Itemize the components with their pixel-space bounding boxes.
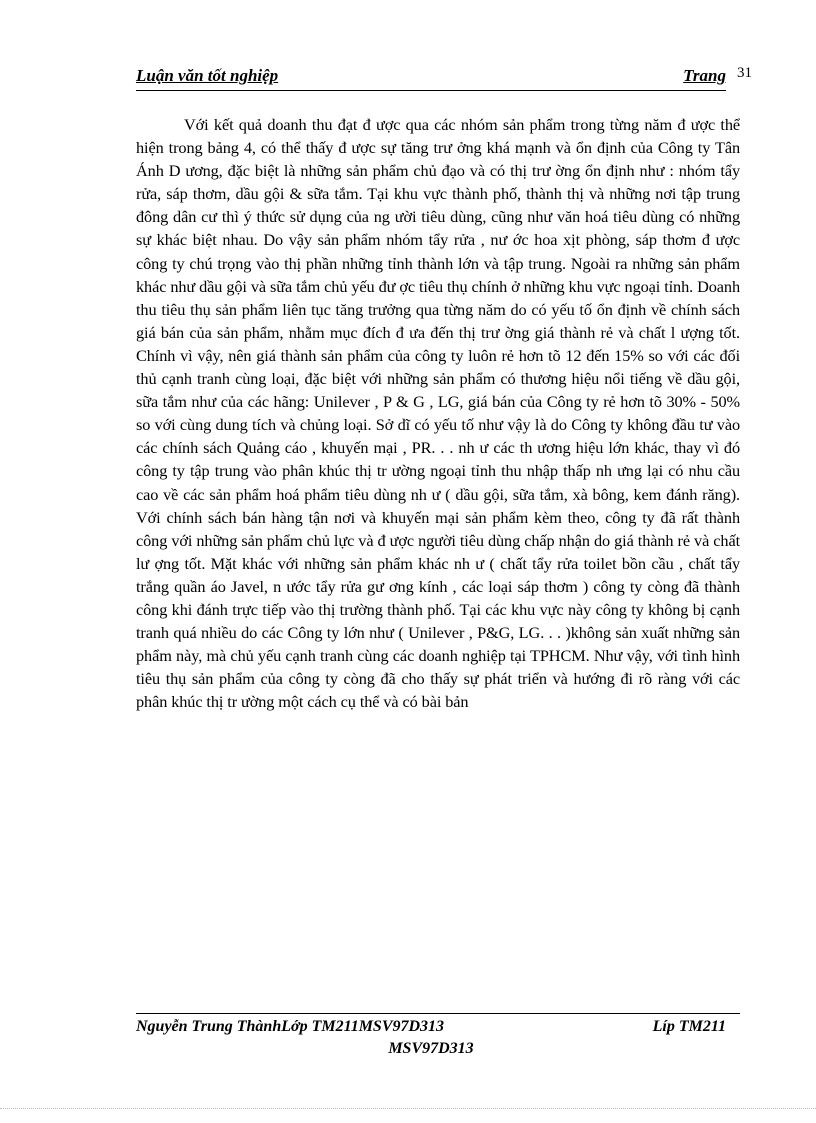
page-footer (136, 1013, 740, 1058)
footer-author: Nguyễn Trung ThànhLớp TM211MSV97D313 (136, 1018, 445, 1035)
footer-student-id: MSV97D313 (388, 1040, 474, 1057)
document-title: Luận văn tốt nghiệp (136, 66, 279, 85)
page-number: 31 (737, 65, 752, 81)
footer-class: Líp TM211 (652, 1018, 726, 1035)
footer-line (136, 1018, 740, 1040)
body-paragraph: Với kết quả doanh thu đạt đ ược qua các nhóm sản phẩm trong từng năm đ ược thể hiện trong bảng 4, có thể thấy đ ược sự tăng trư ởng khá mạnh và ổn định của Công ty Tân Ánh D ương, đặc biệt là những sản phẩm chủ đạo và có thị trư ờng ổn định như : nhóm tẩy rửa, sáp thơm, dầu gội & sữa tắm. Tại khu vực thành phố, thành thị và những nơi tập trung đông dân cư thì ý thức sử dụng của ng ười tiêu dùng, cũng như văn hoá tiêu dùng có những sự khác biệt nhau. Do vậy sản phẩm nhóm tẩy rửa , nư ớc hoa xịt phòng, sáp thơm đ ược công ty chú trọng vào thị phần những tỉnh thành lớn và tập trung. Ngoài ra những sản phẩm khác như dầu gội và sữa tắm chủ yếu đư ợc tiêu thụ chính ở những khu vực ngoại tỉnh. Doanh thu tiêu thụ sản phẩm liên tục tăng trưởng qua từng năm do có yếu tố ổn định về chính sách giá bán của sản phẩm, nhằm mục đích đ ưa đến thị trư ờng giá thành rẻ và chất l ượng tốt. Chính vì vậy, nên giá thành sản phẩm của công ty luôn rẻ hơn tõ 12 đến 15% so với các đối thủ cạnh tranh cùng loại, đặc biệt với những sản phẩm có thương hiệu nổi tiếng về dầu gội, sữa tắm như của các hãng: Unilever , P & G , LG, giá bán của Công ty rẻ hơn tõ 30% - 50% so với cùng dung tích và chủng loại. Sở dĩ có yếu tố như vậy là do Công ty không đầu tư vào các chính sách Quảng cáo , khuyến mại , PR. . . nh ư các th ương hiệu lớn khác, thay vì đó công ty tập trung vào phân khúc thị tr ường ngoại tỉnh thu nhập thấp nh ưng lại có nhu cầu cao về các sản phẩm hoá phẩm tiêu dùng nh ư ( dầu gội, sữa tắm, xà bông, kem đánh răng). Với chính sách bán hàng tận nơi và khuyến mại sản phẩm kèm theo, công ty đã rất thành công với những sản phẩm chủ lực và đ ược người tiêu dùng chấp nhận do giá thành rẻ và chất lư ợng tốt. Mặt khác với những sản phẩm khác nh ư ( chất tẩy rửa toilet bồn cầu , chất tẩy trắng quần áo Javel, n ước tẩy rửa gư ơng kính , các loại sáp thơm ) công ty còng đã thành công khi đánh trực tiếp vào thị trường thành phố. Tại các khu vực này công ty không bị cạnh tranh quá nhiều do các Công ty lớn như ( Unilever , P&G, LG. . . )không sản xuất những sản phẩm này, mà chủ yếu cạnh tranh cùng các doanh nghiệp tại TPHCM. Như vậy, với tình hình tiêu thụ sản phẩm của công ty còng đã cho thấy sự phát triển và hướng đi rõ ràng với các phân khúc thị tr ường một cách cụ thể và có bài bản (136, 115, 740, 712)
page-header (136, 64, 726, 91)
page-bottom-divider (0, 1108, 816, 1109)
page-label: Trang (683, 66, 726, 85)
